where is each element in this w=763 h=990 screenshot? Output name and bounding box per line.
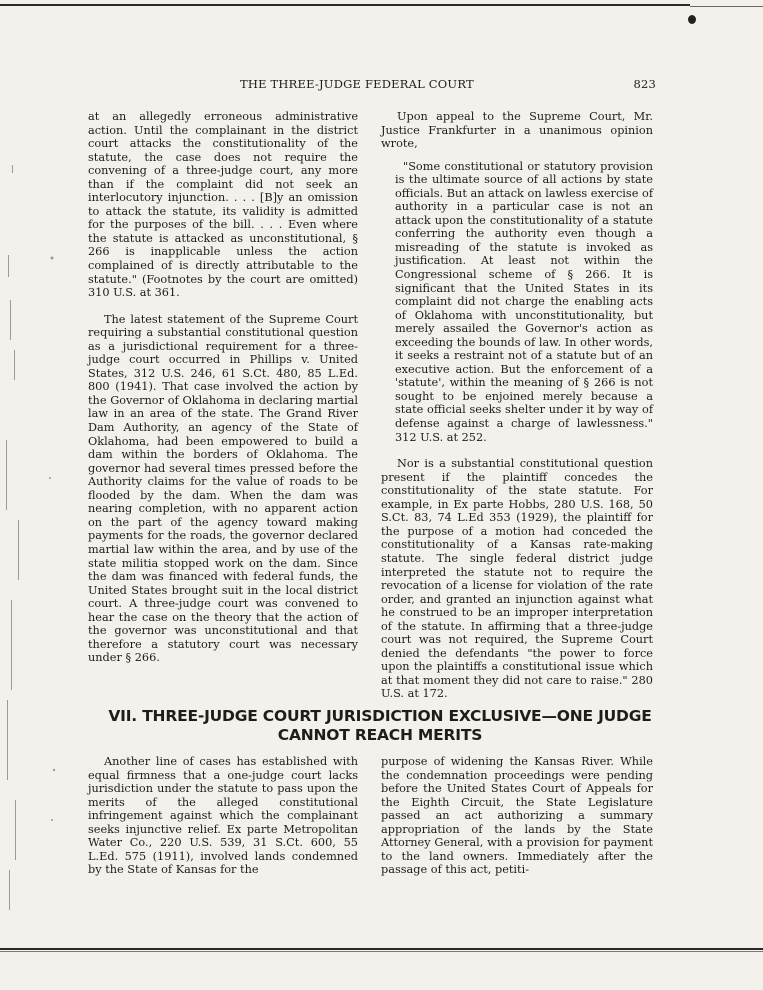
scan-edge-bottom — [0, 948, 763, 950]
block-quote: "Some constitutional or statutory provision is the ultimate source of all actions by state officials. But an attack on lawless exercise of authority in a particular case is not an attack upon the constitutionality of a statute conferring the authority even though a misreading of the statute is invoked as justification. At least not within the Congressional scheme of § 266. It is significant that the United States in its complaint did not charge the enabling acts of Oklahoma with unconstitutionality, but merely assailed the Governor's action as exceeding the bounds of law. In other words, it seeks a restraint not of a statute but of an executive action. But the enforcement of a 'statute', within the meaning of § 266 is not sought to be enjoined merely because a state official seeks shelter under it by way of defense against a charge of lawlessness." 312 U.S. at 252. — [395, 159, 653, 444]
scan-edge-top — [0, 4, 690, 6]
scan-edge-bottom-secondary — [0, 951, 763, 952]
scan-edge-top-right — [690, 6, 763, 7]
paragraph: at an allegedly erroneous administrative action. Until the complainant in the district court attacks the constitutionality of the statute, the case does not require the convening of a three-judge court, any more than if the complaint did not seek an interlocutory injunction. . . . [B]y an omission to attack the statute, its validity is admitted for the purposes of the bill. . . . Even where the statute is attacked as unconstitutional, § 266 is inapplicable unless the action complained of is directly attributable to the statute." (Footnotes by the court are omitted) 310 U.S. at 361. — [88, 110, 358, 300]
section-heading-line-1: VII. THREE-JUDGE COURT JURISDICTION EXCLUSIVE—ONE JUDGE — [108, 707, 652, 725]
left-column-bottom — [88, 755, 358, 877]
right-column-bottom — [381, 755, 653, 877]
page-number: 823 — [633, 77, 656, 91]
running-head-title: THE THREE-JUDGE FEDERAL COURT — [240, 77, 474, 91]
right-column-top — [381, 110, 653, 701]
paragraph: Nor is a substantial constitutional question present if the plaintiff concedes the constitutionality of the state statute. For example, in Ex parte Hobbs, 280 U.S. 168, 50 S.Ct. 83, 74 L.Ed 353 (1929), the plaintiff for the purpose of a motion had conceded the constitutionality of a Kansas rate-making statute. The single federal district judge interpreted the statute not to require the revocation of a license for violation of the rate order, and granted an injunction against what he construed to be an improper interpretation of the statute. In affirming that a three-judge court was not required, the Supreme Court denied the defendants "the power to force upon the plaintiffs a constitutional issue which at that moment they did not care to raise." 280 U.S. at 172. — [381, 457, 653, 701]
binding-hole-mark — [688, 15, 696, 24]
paragraph: Another line of cases has established with equal firmness that a one-judge court lacks jurisdiction under the statute to pass upon the merits of the alleged constitutional infringement against which the complainant seeks injunctive relief. Ex parte Metropolitan Water Co., 220 U.S. 539, 31 S.Ct. 600, 55 L.Ed. 575 (1911), involved lands condemned by the State of Kansas for the — [88, 755, 358, 877]
section-heading — [100, 707, 660, 745]
left-column-top — [88, 110, 358, 665]
paragraph: The latest statement of the Supreme Court requiring a substantial constitutional question as a jurisdictional requirement for a three-judge court occurred in Phillips v. United States, 312 U.S. 246, 61 S.Ct. 480, 85 L.Ed. 800 (1941). That case involved the action by the Governor of Oklahoma in declaring martial law in an area of the state. The Grand River Dam Authority, an agency of the State of Oklahoma, had been empowered to build a dam within the borders of Oklahoma. The governor had several times pressed before the Authority claims for the value of roads to be flooded by the dam. When the dam was nearing completion, with no apparent action on the part of the agency toward making payments for the roads, the governor declared martial law within the area, and by use of the state militia stopped work on the dam. Since the dam was financed with federal funds, the United States brought suit in the local district court. A three-judge court was convened to hear the case on the theory that the action of the governor was unconstitutional and that therefore a statutory court was necessary under § 266. — [88, 312, 358, 665]
running-head — [240, 77, 660, 93]
section-heading-line-2: CANNOT REACH MERITS — [277, 726, 483, 744]
gutter-speckles — [0, 0, 60, 990]
paragraph: purpose of widening the Kansas River. While the condemnation proceedings were pending before the United States Court of Appeals for the Eighth Circuit, the State Legislature passed an act authorizing a summary appropriation of the lands by the State Attorney General, with a provision for payment to the land owners. Immediately after the passage of this act, petiti- — [381, 755, 653, 877]
paragraph: Upon appeal to the Supreme Court, Mr. Justice Frankfurter in a unanimous opinion wrote, — [381, 110, 653, 151]
